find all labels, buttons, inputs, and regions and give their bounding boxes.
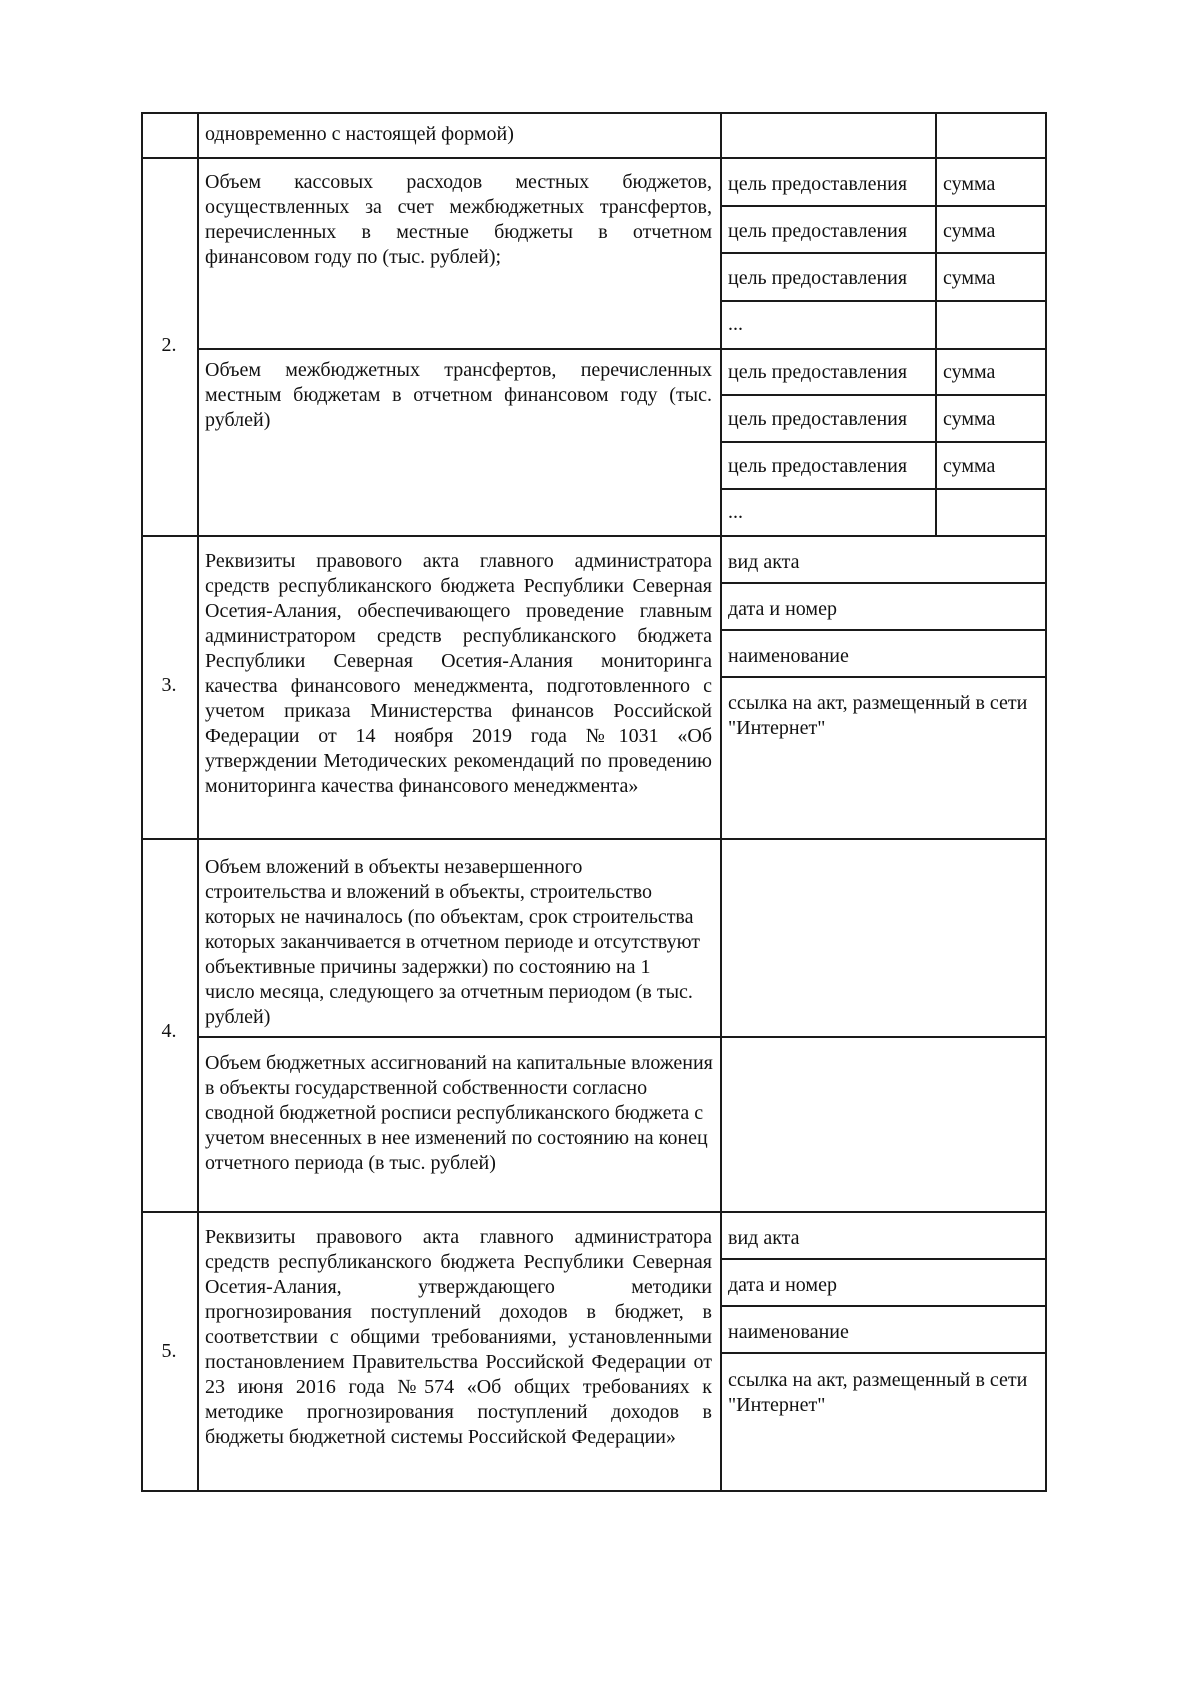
sum-label: сумма <box>943 220 996 242</box>
row2-line <box>720 488 1047 490</box>
row2a-description: Объем кассовых расходов местных бюджетов, осуществленных за счет межбюджетных трансфертов, перечисленных в местные бюджеты в отчетном финансовом году по (тыс. рублей); <box>205 171 712 268</box>
sum-label: сумма <box>943 408 996 430</box>
col-divider-sum <box>935 112 937 536</box>
goal-label: цель предоставления <box>728 455 908 477</box>
row2-subdivider <box>197 348 1047 350</box>
row-number: 5. <box>161 1340 177 1362</box>
row4b-description: Объем бюджетных ассигнований на капитальные вложения в объекты государственной собственности согласно сводной бюджетной росписи республиканского бюджета с учетом внесенных в нее изменений по состоянию на конец отчетного периода (в тыс. рублей) <box>205 1052 713 1174</box>
row5-description: Реквизиты правового акта главного администратора средств республиканского бюджета Республики Северная Осетия-Алания, утверждающего методики прогнозирования поступлений доходов в бюджет, в соответствии с общими требованиями, установленными постановлением Правительства Российской Федерации от 23 июня 2016 года №574 «Об общих требованиях к методике прогнозирования поступлений доходов в бюджеты бюджетной системы Российской Федерации» <box>205 1226 712 1448</box>
row-divider-4 <box>141 1211 1047 1213</box>
col-divider-number <box>197 112 199 1492</box>
continuation-text: одновременно с настоящей формой) <box>205 123 514 145</box>
table-border-bottom <box>141 1490 1047 1492</box>
row-number: 4. <box>161 1020 177 1042</box>
field-title: наименование <box>728 645 849 667</box>
col-divider-value <box>720 112 722 1492</box>
row2-line <box>720 441 1047 443</box>
row3-line <box>720 582 1047 584</box>
field-date-number: дата и номер <box>728 1274 837 1296</box>
ellipsis-label: ... <box>728 313 743 335</box>
row2b-description: Объем межбюджетных трансфертов, перечисленных местным бюджетам в отчетном финансовом году (тыс. рублей) <box>205 359 712 431</box>
row-number: 2. <box>161 334 177 356</box>
sum-label: сумма <box>943 361 996 383</box>
row5-line <box>720 1305 1047 1307</box>
row3-description: Реквизиты правового акта главного администратора средств республиканского бюджета Республики Северная Осетия-Алания, обеспечивающего проведение главным администратором средств республиканского бюджета Республики Северная Осетия-Алания мониторинга качества финансового менеджмента, подготовленного с учетом приказа Министерства финансов Российской Федерации от 14 ноября 2019 года №1031 «Об утверждении Методических рекомендаций по проведению мониторинга качества финансового менеджмента» <box>205 550 712 797</box>
field-title: наименование <box>728 1321 849 1343</box>
row-number: 3. <box>161 674 177 696</box>
row3-line <box>720 676 1047 678</box>
goal-label: цель предоставления <box>728 361 908 383</box>
sum-label: сумма <box>943 455 996 477</box>
row2-line <box>720 300 1047 302</box>
goal-label: цель предоставления <box>728 408 908 430</box>
row3-line <box>720 629 1047 631</box>
row4a-description: Объем вложений в объекты незавершенного строительства и вложений в объекты, строительство которых не начиналось (по объектам, срок строительства которых заканчивается в отчетном периоде и отсутствуют объективные причины задержки) по состоянию на 1 число месяца, следующего за отчетным периодом (в тыс. рублей) <box>205 856 701 1028</box>
row5-line <box>720 1258 1047 1260</box>
ellipsis-label: ... <box>728 501 743 523</box>
sum-label: сумма <box>943 173 996 195</box>
table-border-left <box>141 112 143 1492</box>
field-act-type: вид акта <box>728 551 800 573</box>
row-divider-2 <box>141 535 1047 537</box>
row2-line <box>720 394 1047 396</box>
goal-label: цель предоставления <box>728 267 908 289</box>
row-divider-1 <box>141 157 1047 159</box>
table-border-top <box>141 112 1047 114</box>
goal-label: цель предоставления <box>728 220 908 242</box>
sum-label: сумма <box>943 267 996 289</box>
row2-line <box>720 252 1047 254</box>
row-divider-3 <box>141 838 1047 840</box>
field-internet-link: ссылка на акт, размещенный в сети "Интернет" <box>728 692 1028 739</box>
field-date-number: дата и номер <box>728 598 837 620</box>
goal-label: цель предоставления <box>728 173 908 195</box>
field-internet-link: ссылка на акт, размещенный в сети "Интернет" <box>728 1369 1028 1416</box>
table-border-right <box>1045 112 1047 1492</box>
field-act-type: вид акта <box>728 1227 800 1249</box>
row5-line <box>720 1352 1047 1354</box>
row2-line <box>720 205 1047 207</box>
row4-subdivider <box>197 1036 1047 1038</box>
